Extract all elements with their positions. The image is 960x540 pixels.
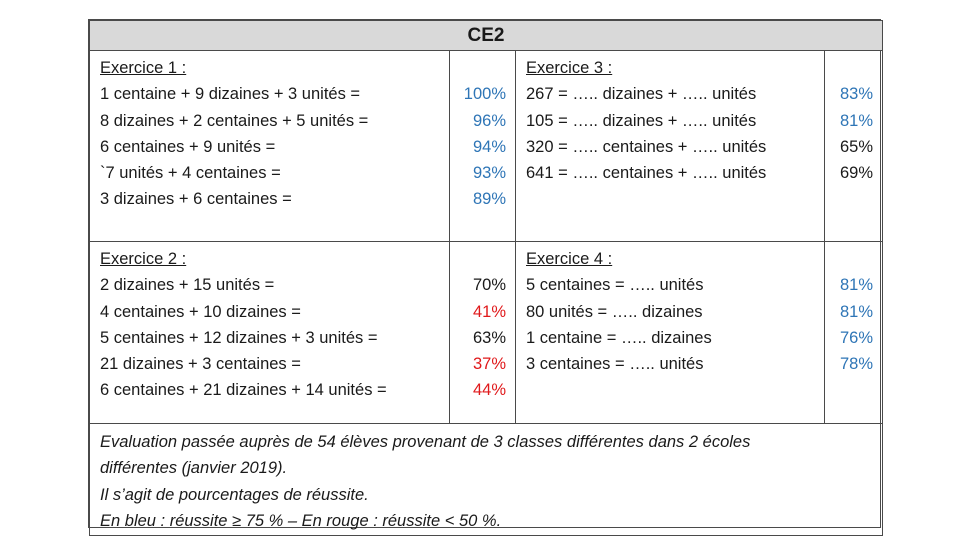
success-percent: 69% [840,164,874,183]
note-line: Il s’agit de pourcentages de réussite. [100,485,369,504]
success-percent: 65% [840,137,874,156]
exercise-item-text: 641 = ….. centaines + ….. unités [526,164,767,183]
success-percent: 96% [472,111,506,130]
note-line: En bleu : réussite ≥ 75 % – En rouge : réussite < 50 %. [100,512,502,531]
exercise-3-cell [516,51,825,242]
success-percent: 93% [472,164,506,183]
results-table [88,19,881,531]
exercise-title: Exercice 2 : [100,250,187,268]
note-line: différentes (janvier 2019). [100,459,288,478]
exercise-1-cell [90,51,450,242]
exercise-2-cell [90,242,450,424]
exercise-item-text: 21 dizaines + 3 centaines = [100,355,301,374]
success-percent: 41% [472,302,506,321]
exercise-item-text: 6 centaines + 21 dizaines + 14 unités = [100,381,387,400]
exercise-row-1 [90,51,883,242]
success-percent: 44% [472,381,506,400]
exercise-item-text: 8 dizaines + 2 centaines + 5 unités = [100,111,369,130]
exercise-item-text: 80 unités = ….. dizaines [526,302,703,321]
exercise-2-lines [90,242,449,404]
exercise-item-text: 1 centaine + 9 dizaines + 3 unités = [100,85,361,104]
success-percent: 78% [840,355,874,374]
page-title: CE2 [90,21,883,51]
success-percent: 81% [840,111,874,130]
success-percent: 70% [472,276,506,295]
exercise-2-percent-cell [450,242,516,424]
exercise-4-percents [825,242,882,377]
exercise-item-text: 2 dizaines + 15 unités = [100,276,275,295]
exercise-1-percent-cell [450,51,516,242]
exercise-title: Exercice 1 : [100,59,187,77]
note-cell [90,424,883,536]
success-percent: 81% [840,302,874,321]
note-line: Evaluation passée auprès de 54 élèves provenant de 3 classes différentes dans 2 écoles [100,433,751,451]
success-percent: 94% [472,137,506,156]
exercise-item-text: 320 = ….. centaines + ….. unités [526,137,767,156]
exercise-item-text: 1 centaine = ….. dizaines [526,328,712,347]
success-percent: 76% [840,328,874,347]
exercise-4-percent-cell [825,242,883,424]
exercise-item-text: 4 centaines + 10 dizaines = [100,302,301,321]
exercise-item-text: 3 centaines = ….. unités [526,355,704,374]
exercise-2-percents [450,242,515,404]
exercise-row-2 [90,242,883,424]
note-row [90,424,883,536]
results-grid [89,20,883,536]
exercise-3-percents [825,51,882,186]
exercise-item-text: 6 centaines + 9 unités = [100,137,276,156]
exercise-item-text: 267 = ….. dizaines + ….. unités [526,85,757,104]
success-percent: 89% [472,190,506,209]
exercise-1-lines [90,51,449,213]
exercise-1-percents [450,51,515,213]
exercise-item-text: 3 dizaines + 6 centaines = [100,190,292,209]
footnote [90,424,882,535]
success-percent: 63% [472,328,506,347]
success-percent: 81% [840,276,874,295]
exercise-title: Exercice 3 : [526,59,613,77]
success-percent: 37% [472,355,506,374]
exercise-title: Exercice 4 : [526,250,613,268]
exercise-4-lines [516,242,824,377]
success-percent: 83% [840,85,874,104]
exercise-item-text: 5 centaines = ….. unités [526,276,704,295]
exercise-item-text: 105 = ….. dizaines + ….. unités [526,111,757,130]
exercise-item-text: 5 centaines + 12 dizaines + 3 unités = [100,328,378,347]
exercise-4-cell [516,242,825,424]
exercise-3-lines [516,51,824,186]
exercise-3-percent-cell [825,51,883,242]
success-percent: 100% [463,85,506,104]
header-row [90,21,883,51]
exercise-item-text: `7 unités + 4 centaines = [100,164,281,183]
